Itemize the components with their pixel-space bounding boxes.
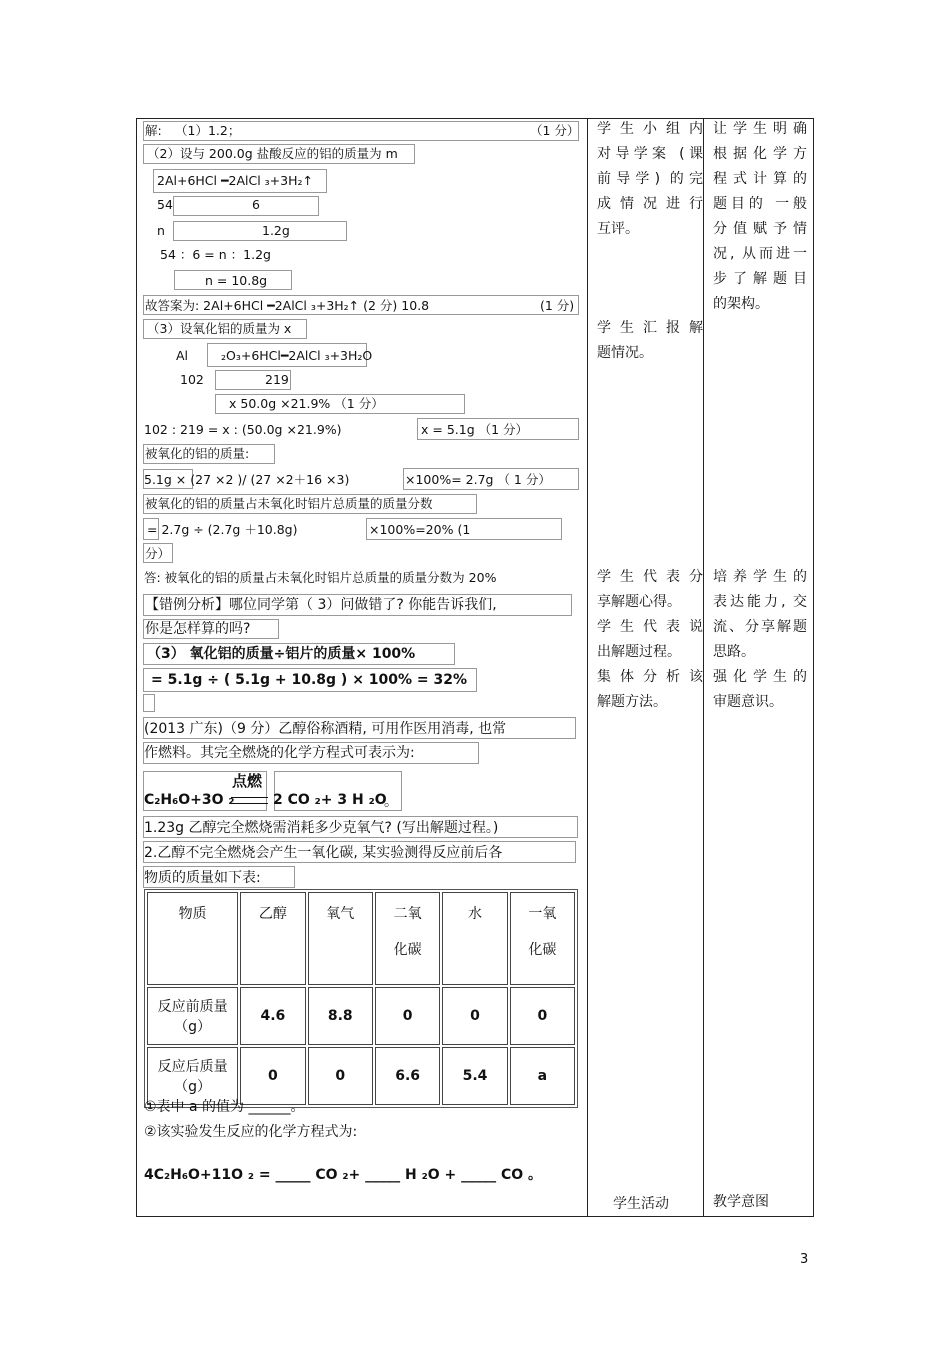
ratio-line-a: 54 (157, 197, 173, 212)
error-analysis-line-2: 你是怎样算的吗? (145, 621, 251, 637)
fraction-result: ×100%=20% (1 (369, 522, 471, 537)
table-row (147, 987, 575, 1045)
final-answer: 答: 被氧化的铝的质量占未氧化时铝片总质量的质量分数为 20% (144, 570, 497, 585)
ratio-line-b: n (157, 223, 165, 238)
fraction-label: 被氧化的铝的质量占未氧化时铝片总质量的质量分数 (145, 496, 433, 511)
problem-line-2: 作燃料。其完全燃烧的化学方程式可表示为: (144, 745, 415, 761)
table-header-cell: 乙醇 (240, 892, 305, 985)
question-2b: 物质的质量如下表: (144, 870, 261, 886)
table-header-cell: 物质 (147, 892, 238, 985)
table-row (147, 1047, 575, 1105)
answer-score-2: (1 分) (540, 298, 575, 313)
ratio-box-b (173, 221, 347, 241)
combustion-eq-left: C₂H₆O+3O ₂ (144, 792, 235, 808)
solution-score-1: （1 分） (530, 123, 580, 138)
combustion-condition: 点燃 (232, 772, 263, 790)
sub-question-a: ①表中 a 的值为 ______。 (144, 1099, 305, 1115)
table-header-cell: 一氧 化碳 (510, 892, 575, 985)
activity-block-2: 学 生 汇 报 解 题情况。 (597, 320, 703, 361)
solution-line-2: （2）设与 200.0g 盐酸反应的铝的质量为 m (147, 146, 398, 161)
table-cell: 0 (375, 987, 440, 1045)
table-header-row (147, 892, 575, 985)
mass-line-a: 102 (180, 372, 204, 387)
incomplete-combustion-equation: 4C₂H₆O+11O ₂ = _____ CO ₂+ _____ H ₂O + _____ CO 。 (144, 1167, 543, 1183)
table-header-cell: 水 (442, 892, 507, 985)
wrong-formula: （3） 氧化铝的质量÷铝片的质量× 100% (147, 646, 416, 662)
mass-line-b: x 50.0g ×21.9% （1 分） (229, 396, 384, 411)
equation-2-lead: Al (176, 348, 189, 363)
oxidized-label: 被氧化的铝的质量: (145, 446, 250, 461)
table-cell: 0 (442, 987, 507, 1045)
mass-table (144, 889, 578, 1108)
empty-box (143, 694, 155, 712)
question-2: 2.乙醇不完全燃烧会产生一氧化碳, 某实验测得反应前后各 (144, 845, 503, 861)
equation-1: 2Al+6HCl ━2AlCl ₃+3H₂↑ (157, 173, 313, 188)
table-cell: 5.4 (442, 1047, 507, 1105)
oxidized-result: ×100%= 2.7g （ 1 分） (405, 472, 551, 487)
solution-line-1: （1）1.2； (175, 123, 241, 138)
fraction-calc: = 2.7g ÷ (2.7g ＋10.8g) (147, 522, 298, 537)
proportion-line-2: 102 : 219 = x : (50.0g ×21.9%) (144, 422, 342, 437)
yields-sign (231, 797, 268, 804)
table-cell: 0 (308, 1047, 373, 1105)
error-analysis-line-1: 【错例分析】哪位同学第（ 3）问做错了? 你能告诉我们, (145, 597, 497, 613)
equation-2: ₂O₃+6HCl━2AlCl ₃+3H₂O (221, 348, 373, 363)
table-row-label: 反应前质量 （g） (147, 987, 238, 1045)
ratio-line-b-val: 1.2g (262, 223, 290, 238)
table-cell: 0 (240, 1047, 305, 1105)
oxidized-calc: 5.1g × (27 ×2 )/ (27 ×2＋16 ×3) (144, 472, 350, 487)
intent-block-2: 培 养 学 生 的 表达能力, 交 流、分享解题 思路。 强 化 学 生 的 审题意识。 (713, 569, 807, 710)
table-row-label: 反应后质量 （g） (147, 1047, 238, 1105)
intent-footer: 教学意图 (713, 1194, 769, 1210)
activity-block-3: 学 生 代 表 分 享解题心得。 学 生 代 表 说 出解题过程。 集 体 分 析 该 解题方法。 (597, 569, 703, 710)
table-cell: 4.6 (240, 987, 305, 1045)
question-1: 1.23g 乙醇完全燃烧需消耗多少克氧气? (写出解题过程。) (144, 820, 499, 836)
table-cell: 0 (510, 987, 575, 1045)
wrong-calc: = 5.1g ÷ ( 5.1g + 10.8g ) × 100% = 32% (151, 672, 468, 688)
table-cell: 6.6 (375, 1047, 440, 1105)
combustion-eq-end: 。 (384, 794, 398, 810)
table-header-cell: 二氧 化碳 (375, 892, 440, 985)
fraction-score: 分） (145, 546, 171, 561)
column-divider-2 (703, 118, 704, 1217)
column-divider-1 (587, 118, 588, 1217)
solution-line-3: （3）设氧化铝的质量为 x (147, 321, 292, 336)
ratio-box-a (173, 196, 319, 216)
problem-line-1: (2013 广东)（9 分）乙醇俗称酒精, 可用作医用消毒, 也常 (144, 721, 507, 737)
result-n: n = 10.8g (205, 273, 268, 288)
page-number: 3 (800, 1252, 809, 1267)
mass-line-a-val: 219 (265, 372, 289, 387)
result-x: x = 5.1g （1 分） (421, 422, 529, 437)
activity-block-1: 学 生 小 组 内 对导学案 (课 前导学) 的完 成 情 况 进 行 互评。 (597, 121, 703, 237)
sub-question-b: ②该实验发生反应的化学方程式为: (144, 1124, 358, 1140)
table-cell: 8.8 (308, 987, 373, 1045)
proportion-line: 54 ：6 = n ：1.2g (160, 247, 271, 262)
intent-block-1: 让 学 生 明 确 根 据 化 学 方 程 式 计 算 的 题目的 一般 分 值 赋 予 情 况, 从而进一 步 了 解 题 目 的架构。 (713, 121, 807, 312)
combustion-eq-right: 2 CO ₂+ 3 H ₂O (273, 792, 387, 808)
solution-label: 解: (145, 123, 162, 138)
table-cell: a (510, 1047, 575, 1105)
ratio-line-a-val: 6 (252, 197, 260, 212)
table-header-cell: 氧气 (308, 892, 373, 985)
activity-footer: 学生活动 (613, 1196, 669, 1212)
answer-line-2: 故答案为: 2Al+6HCl ━2AlCl ₃+3H₂↑ (2 分) 10.8 (145, 298, 430, 313)
